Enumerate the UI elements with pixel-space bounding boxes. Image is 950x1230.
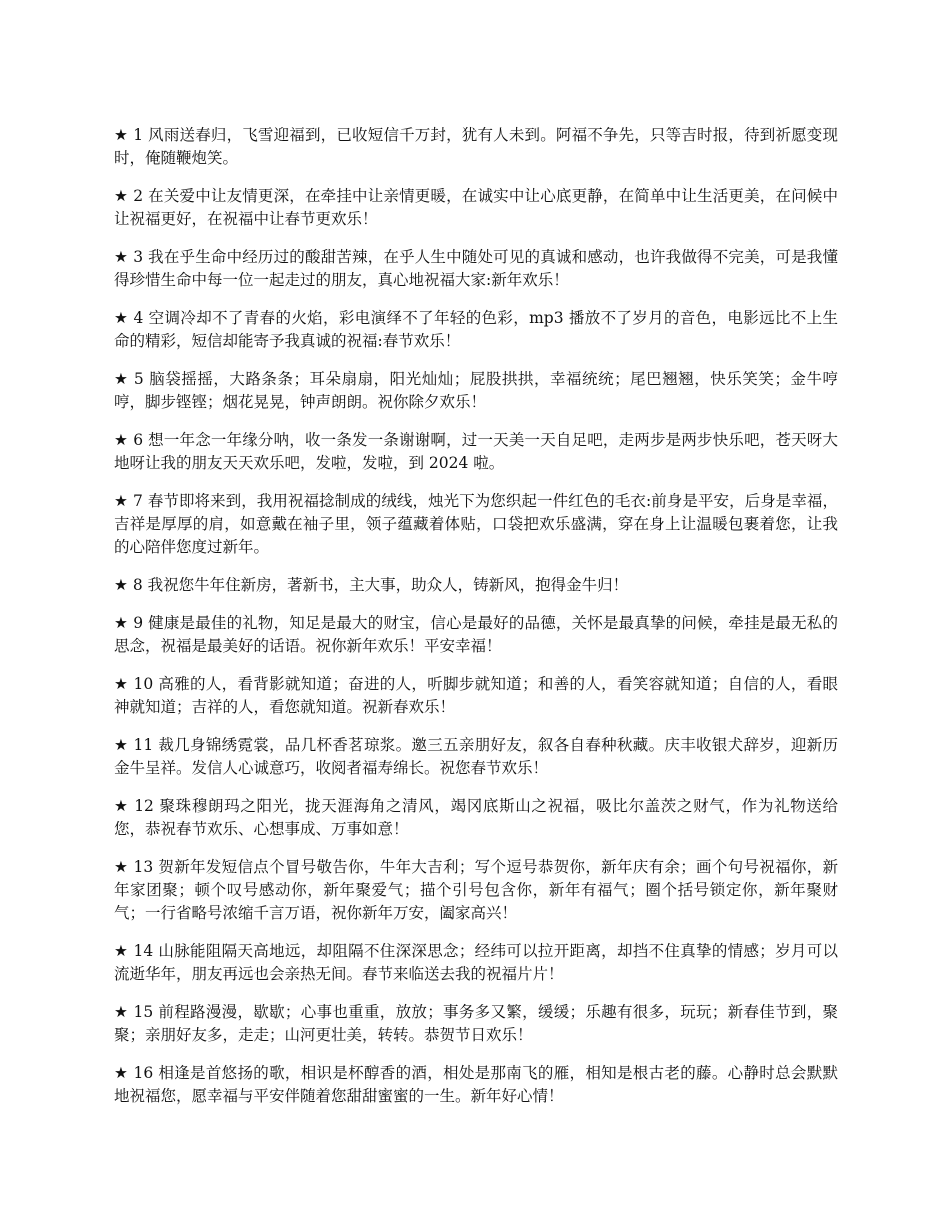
greeting-entry-13 [114,856,838,925]
entry-text: 7 春节即将来到，我用祝福捻制成的绒线，烛光下为您织起一件红色的毛衣:前身是平安，后身是幸福，吉祥是厚厚的肩，如意戴在袖子里，领子蕴藏着体贴，口袋把欢乐盛满，穿在身上让温暖包裹着您，让我的心陪伴您度过新年。 [114,492,838,556]
greeting-entry-6 [114,429,838,475]
star-icon: ★ [114,1003,129,1021]
greeting-entry-8 [114,574,838,597]
star-icon: ★ [114,942,129,960]
entry-text: 3 我在乎生命中经历过的酸甜苦辣，在乎人生中随处可见的真诚和感动，也许我做得不完美，可是我懂得珍惜生命中每一位一起走过的朋友，真心地祝福大家:新年欢乐！ [114,248,838,289]
star-icon: ★ [114,858,129,876]
greeting-entry-11 [114,734,838,780]
star-icon: ★ [114,492,128,510]
entry-text: 12 聚珠穆朗玛之阳光，拢天涯海角之清风，竭冈底斯山之祝福，吸比尔盖茨之财气，作为礼物送给您，恭祝春节欢乐、心想事成、万事如意！ [114,797,838,838]
entry-text: 13 贺新年发短信点个冒号敬告你，牛年大吉利；写个逗号恭贺你，新年庆有余；画个句号祝福你，新年家团聚；顿个叹号感动你，新年聚爱气；描个引号包含你，新年有福气；圈个括号锁定你，新年聚财气；一行省略号浓缩千言万语，祝你新年万安，阖家高兴！ [114,858,838,922]
document-body [114,124,838,1123]
greeting-entry-12 [114,795,838,841]
star-icon: ★ [114,187,129,205]
greeting-entry-1 [114,124,838,170]
greeting-entry-9 [114,612,838,658]
star-icon: ★ [114,431,129,449]
star-icon: ★ [114,1064,129,1082]
greeting-entry-7 [114,490,838,559]
star-icon: ★ [114,736,129,754]
star-icon: ★ [114,126,129,144]
entry-text: 14 山脉能阻隔天高地远，却阻隔不住深深思念；经纬可以拉开距离，却挡不住真挚的情感；岁月可以流逝华年，朋友再远也会亲热无间。春节来临送去我的祝福片片！ [114,942,838,983]
entry-text: 8 我祝您牛年住新房，著新书，主大事，助众人，铸新风，抱得金牛归！ [132,576,629,594]
star-icon: ★ [114,797,129,815]
entry-text: 10 高雅的人，看背影就知道；奋进的人，听脚步就知道；和善的人，看笑容就知道；自信的人，看眼神就知道；吉祥的人，看您就知道。祝新春欢乐！ [114,675,838,716]
entry-text: 15 前程路漫漫，歇歇；心事也重重，放放；事务多又繁，缓缓；乐趣有很多，玩玩；新春佳节到，聚聚；亲朋好友多，走走；山河更壮美，转转。恭贺节日欢乐！ [114,1003,838,1044]
greeting-entry-14 [114,940,838,986]
star-icon: ★ [114,576,128,594]
star-icon: ★ [114,309,129,327]
entry-text: 16 相逢是首悠扬的歌，相识是杯醇香的酒，相处是那南飞的雁，相知是根古老的藤。心静时总会默默地祝福您，愿幸福与平安伴随着您甜甜蜜蜜的一生。新年好心情！ [114,1064,838,1105]
star-icon: ★ [114,248,129,266]
entry-text: 1 风雨送春归，飞雪迎福到，已收短信千万封，犹有人未到。阿福不争先，只等吉时报，待到祈愿变现时，俺随鞭炮笑。 [114,126,838,167]
entry-text: 4 空调冷却不了青春的火焰，彩电演绎不了年轻的色彩，mp3 播放不了岁月的音色，电影远比不上生命的精彩，短信却能寄予我真诚的祝福:春节欢乐！ [114,309,838,350]
greeting-entry-2 [114,185,838,231]
entry-text: 5 脑袋摇摇，大路条条；耳朵扇扇，阳光灿灿；屁股拱拱，幸福统统；尾巴翘翘，快乐笑笑；金牛哼哼，脚步铿铿；烟花晃晃，钟声朗朗。祝你除夕欢乐！ [114,370,838,411]
entry-text: 11 裁几身锦绣霓裳，品几杯香茗琼浆。邀三五亲朋好友，叙各自春种秋藏。庆丰收银犬辞岁，迎新历金牛呈祥。发信人心诚意巧，收阅者福寿绵长。祝您春节欢乐！ [114,736,838,777]
greeting-entry-10 [114,673,838,719]
greeting-entry-16 [114,1062,838,1108]
greeting-entry-3 [114,246,838,292]
star-icon: ★ [114,675,129,693]
star-icon: ★ [114,370,129,388]
star-icon: ★ [114,614,129,632]
greeting-entry-4 [114,307,838,353]
entry-text: 2 在关爱中让友情更深，在牵挂中让亲情更暖，在诚实中让心底更静，在简单中让生活更美，在问候中让祝福更好，在祝福中让春节更欢乐！ [114,187,838,228]
greeting-entry-5 [114,368,838,414]
entry-text: 9 健康是最佳的礼物，知足是最大的财宝，信心是最好的品德，关怀是最真挚的问候，牵挂是最无私的思念，祝福是最美好的话语。祝你新年欢乐！平安幸福！ [114,614,838,655]
greeting-entry-15 [114,1001,838,1047]
entry-text: 6 想一年念一年缘分呐，收一条发一条谢谢啊，过一天美一天自足吧，走两步是两步快乐吧，苍天呀大地呀让我的朋友天天欢乐吧，发啦，发啦，到 2024 啦。 [114,431,838,472]
